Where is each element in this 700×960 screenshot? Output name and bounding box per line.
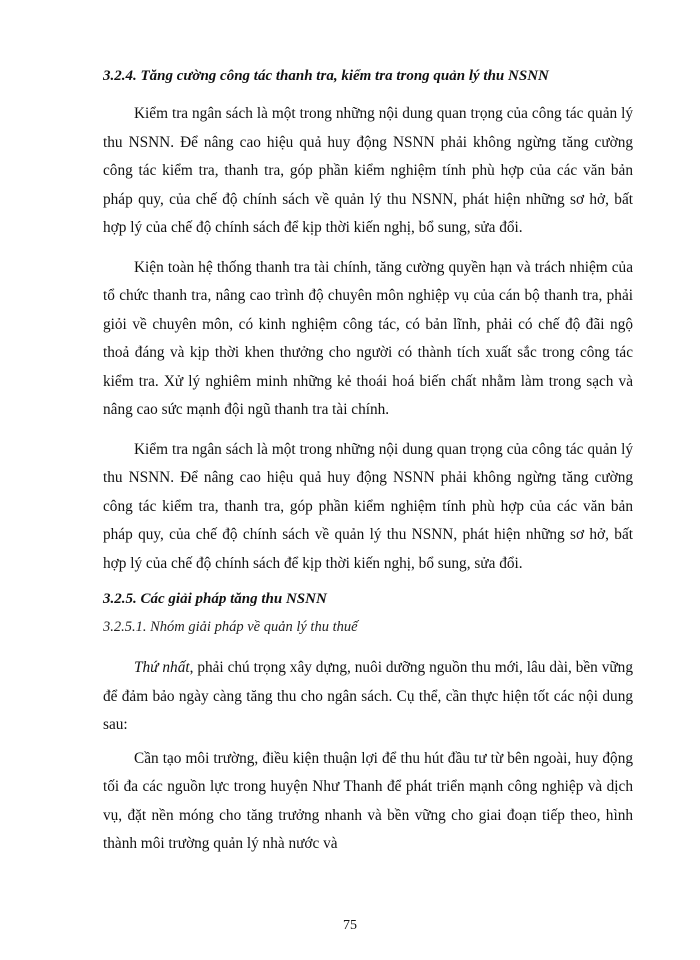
paragraph-budget-inspection: Kiểm tra ngân sách là một trong những nội dung quan trọng của công tác quản lý thu NSNN. Để nâng cao hiệu quả huy động NSNN phải không ngừng tăng cường công tác kiểm tra, thanh tra, góp phần kiểm nghiệm tính phù hợp của các văn bản pháp quy, của chế độ chính sách về quản lý thu NSNN, phát hiện những sơ hở, bất hợp lý của chế độ chính sách để kịp thời kiến nghị, bổ sung, sửa đổi. bbox=[103, 105, 633, 236]
paragraph-environment: Cần tạo môi trường, điều kiện thuận lợi để thu hút đầu tư từ bên ngoài, huy động tối đa các nguồn lực trong huyện Như Thanh để phát triển mạnh công nghiệp và dịch vụ, đặt nền móng cho tăng trưởng nhanh và bền vững cho giai đoạn tiếp theo, hình thành môi trường quản lý nhà nước và bbox=[103, 749, 633, 852]
page-content bbox=[103, 66, 633, 870]
paragraph-inspection-system: Kiện toàn hệ thống thanh tra tài chính, tăng cường quyền hạn và trách nhiệm của tổ chức thanh tra, nâng cao trình độ chuyên môn nghiệp vụ của cán bộ thanh tra, phải giỏi về chuyên môn, có kinh nghiệm công tác, có bản lĩnh, phải có chế độ đãi ngộ thoả đáng và kịp thời khen thưởng cho người có thành tích xuất sắc trong công tác kiểm tra. Xử lý nghiêm minh những kẻ thoái hoá biến chất nhằm làm trong sạch và nâng cao sức mạnh đội ngũ thanh tra tài chính. bbox=[103, 258, 633, 418]
first-point-lead: Thứ nhất bbox=[134, 659, 190, 676]
paragraph-first-point bbox=[103, 654, 633, 740]
section2-heading: 3.2.5. Các giải pháp tăng thu NSNN bbox=[103, 591, 327, 607]
first-point-text: , phải chú trọng xây dựng, nuôi dưỡng nguồn thu mới, lâu dài, bền vững để đảm bảo ngày càng tăng thu cho ngân sách. Cụ thể, cần thực hiện tốt các nội dung sau: bbox=[103, 659, 633, 733]
subsection-heading: 3.2.5.1. Nhóm giải pháp về quản lý thu thuế bbox=[103, 619, 358, 635]
section-heading: 3.2.4. Tăng cường công tác thanh tra, kiểm tra trong quản lý thu NSNN bbox=[103, 68, 549, 84]
page-number: 75 bbox=[343, 918, 357, 933]
paragraph-budget-inspection-repeat: Kiểm tra ngân sách là một trong những nội dung quan trọng của công tác quản lý thu NSNN. Để nâng cao hiệu quả huy động NSNN phải không ngừng tăng cường công tác kiểm tra, thanh tra, góp phần kiểm nghiệm tính phù hợp của các văn bản pháp quy, của chế độ chính sách về quản lý thu NSNN, phát hiện những sơ hở, bất hợp lý của chế độ chính sách để kịp thời kiến nghị, bổ sung, sửa đổi. bbox=[103, 440, 633, 572]
